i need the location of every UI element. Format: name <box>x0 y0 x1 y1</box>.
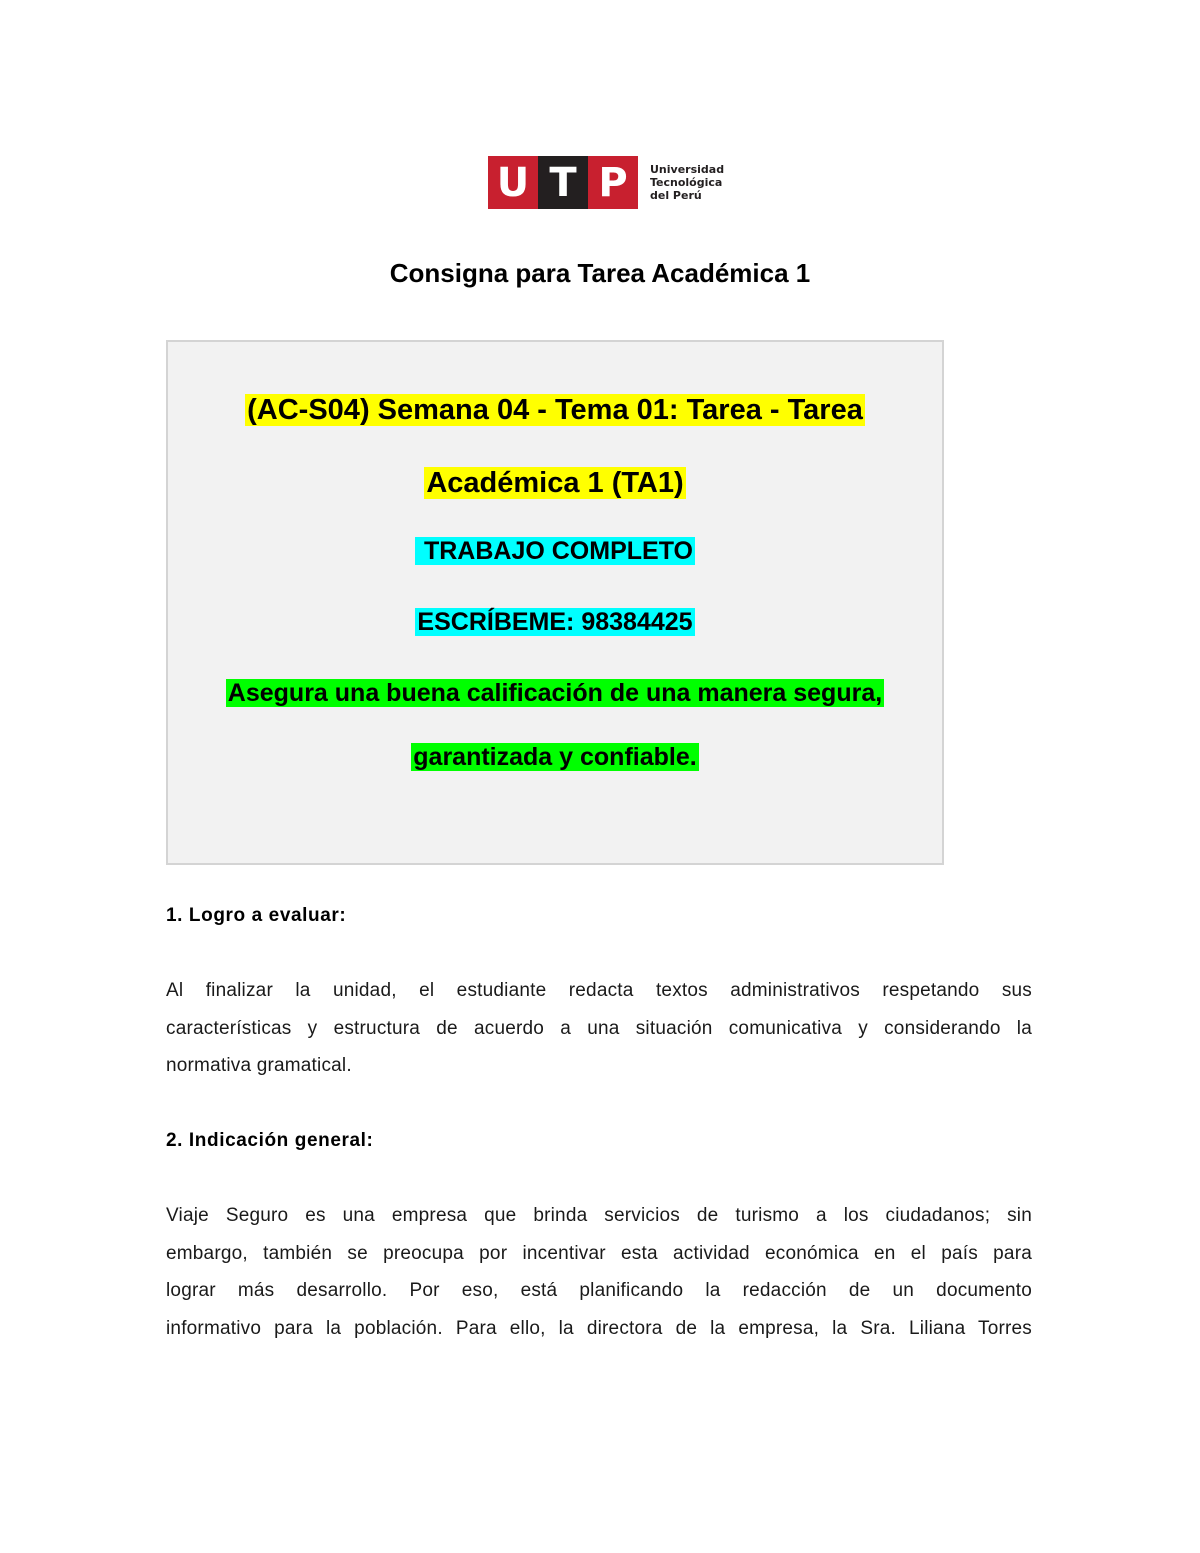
document-title: Consigna para Tarea Académica 1 <box>389 258 811 288</box>
utp-logo <box>488 156 724 209</box>
section-heading-indicacion: 2. Indicación general: <box>166 1130 374 1151</box>
logo-letter-u: U <box>488 156 538 209</box>
paragraph-line: embargo, también se preocupa por incentivar esta actividad económica en el país para <box>166 1242 1032 1264</box>
promo-line <box>168 743 942 772</box>
promo-trabajo-completo: TRABAJO COMPLETO <box>417 537 693 565</box>
paragraph-logro <box>166 972 1032 1085</box>
promo-contact: ESCRÍBEME: 98384425 <box>417 608 693 636</box>
promo-headline-2: Académica 1 (TA1) <box>426 467 684 499</box>
logo-university-name <box>650 163 724 202</box>
paragraph-line: Viaje Seguro es una empresa que brinda servicios de turismo a los ciudadanos; sin <box>166 1205 1032 1226</box>
promo-line <box>168 608 942 637</box>
logo-text-line: del Perú <box>650 189 702 202</box>
paragraph-line: lograr más desarrollo. Por eso, está planificando la redacción de un documento <box>166 1280 1032 1301</box>
paragraph-line: Al finalizar la unidad, el estudiante redacta textos administrativos respetando sus <box>166 980 1032 1001</box>
paragraph-line: informativo para la población. Para ello, la directora de la empresa, la Sra. Liliana Torres <box>166 1317 1032 1339</box>
promo-line <box>168 467 942 500</box>
promo-headline-1: (AC-S04) Semana 04 - Tema 01: Tarea - Tarea <box>247 394 863 426</box>
logo-letter-t: T <box>538 156 588 209</box>
paragraph-line: normativa gramatical. <box>166 1055 352 1076</box>
promo-tagline-2: garantizada y confiable. <box>413 743 697 771</box>
promo-line <box>168 537 942 566</box>
logo-letter-p: P <box>588 156 638 209</box>
logo-text-line: Tecnológica <box>650 176 723 189</box>
logo-text-line: Universidad <box>650 163 725 176</box>
promo-box <box>166 340 944 865</box>
section-heading-logro: 1. Logro a evaluar: <box>166 905 347 926</box>
promo-tagline-1: Asegura una buena calificación de una manera segura, <box>227 679 883 707</box>
promo-line <box>168 394 942 427</box>
paragraph-line: características y estructura de acuerdo a una situación comunicativa y considerando la <box>166 1017 1032 1039</box>
paragraph-indicacion <box>166 1197 1032 1347</box>
promo-line <box>168 679 942 708</box>
